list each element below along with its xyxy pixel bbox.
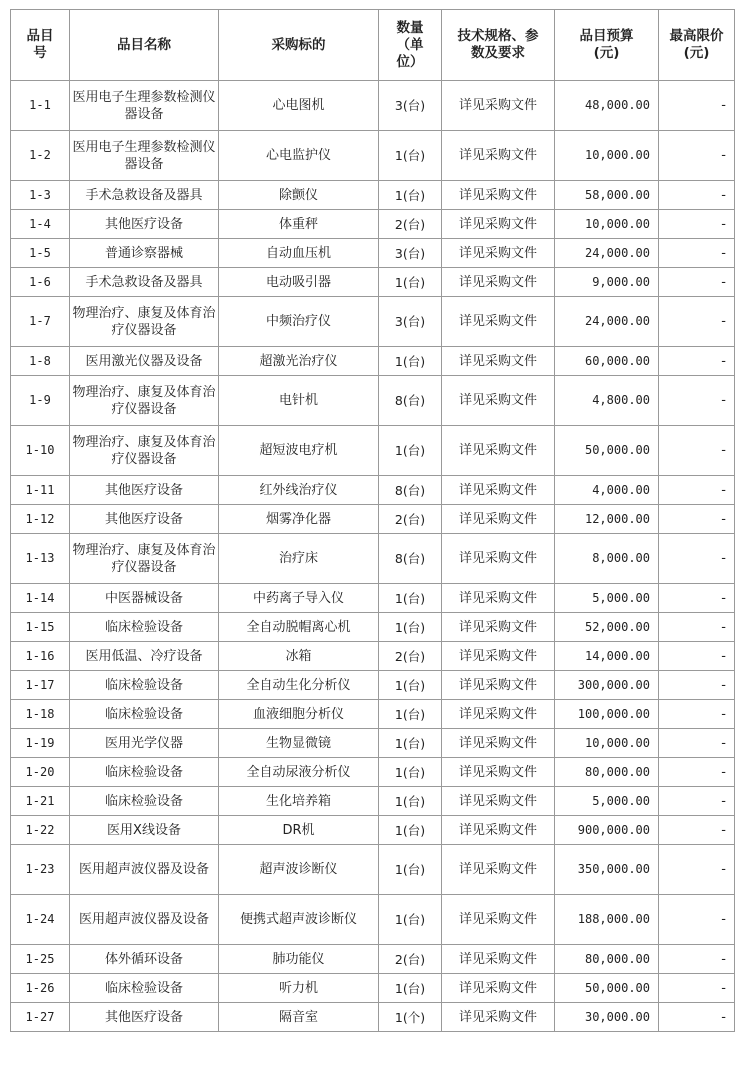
price-limit-cell: -	[659, 81, 735, 131]
item-name-cell: 治疗床	[219, 534, 379, 584]
item-id-cell: 1-11	[11, 476, 70, 505]
table-row	[11, 210, 735, 239]
header-limit: 最高限价(元)	[659, 10, 735, 81]
item-id-cell: 1-21	[11, 787, 70, 816]
budget-cell: 14,000.00	[555, 642, 659, 671]
item-name-cell: 听力机	[219, 974, 379, 1003]
spec-cell: 详见采购文件	[442, 476, 555, 505]
budget-cell: 52,000.00	[555, 613, 659, 642]
table-row	[11, 131, 735, 181]
budget-cell: 48,000.00	[555, 81, 659, 131]
item-name-cell: 超声波诊断仪	[219, 845, 379, 895]
category-cell: 医用超声波仪器及设备	[70, 845, 219, 895]
spec-cell: 详见采购文件	[442, 729, 555, 758]
table-row	[11, 239, 735, 268]
price-limit-cell: -	[659, 729, 735, 758]
price-limit-cell: -	[659, 642, 735, 671]
budget-cell: 30,000.00	[555, 1003, 659, 1032]
table-row	[11, 584, 735, 613]
category-cell: 普通诊察器械	[70, 239, 219, 268]
item-id-cell: 1-16	[11, 642, 70, 671]
quantity-cell: 1(台)	[379, 700, 442, 729]
budget-cell: 5,000.00	[555, 787, 659, 816]
header-spec: 技术规格、参数及要求	[442, 10, 555, 81]
spec-cell: 详见采购文件	[442, 210, 555, 239]
header-budget: 品目预算(元)	[555, 10, 659, 81]
budget-cell: 8,000.00	[555, 534, 659, 584]
item-name-cell: 超激光治疗仪	[219, 347, 379, 376]
spec-cell: 详见采购文件	[442, 376, 555, 426]
price-limit-cell: -	[659, 816, 735, 845]
category-cell: 其他医疗设备	[70, 210, 219, 239]
quantity-cell: 3(台)	[379, 239, 442, 268]
table-row	[11, 974, 735, 1003]
item-id-cell: 1-7	[11, 297, 70, 347]
item-id-cell: 1-10	[11, 426, 70, 476]
item-name-cell: 肺功能仪	[219, 945, 379, 974]
item-name-cell: 便携式超声波诊断仪	[219, 895, 379, 945]
spec-cell: 详见采购文件	[442, 758, 555, 787]
item-name-cell: 中药离子导入仪	[219, 584, 379, 613]
spec-cell: 详见采购文件	[442, 816, 555, 845]
price-limit-cell: -	[659, 347, 735, 376]
table-row	[11, 816, 735, 845]
budget-cell: 50,000.00	[555, 426, 659, 476]
quantity-cell: 1(台)	[379, 845, 442, 895]
category-cell: 临床检验设备	[70, 787, 219, 816]
price-limit-cell: -	[659, 426, 735, 476]
table-row	[11, 81, 735, 131]
table-row	[11, 534, 735, 584]
spec-cell: 详见采购文件	[442, 81, 555, 131]
quantity-cell: 1(台)	[379, 131, 442, 181]
quantity-cell: 1(台)	[379, 895, 442, 945]
price-limit-cell: -	[659, 1003, 735, 1032]
table-row	[11, 700, 735, 729]
header-id: 品目号	[11, 10, 70, 81]
price-limit-cell: -	[659, 945, 735, 974]
table-row	[11, 376, 735, 426]
quantity-cell: 8(台)	[379, 376, 442, 426]
price-limit-cell: -	[659, 239, 735, 268]
item-id-cell: 1-27	[11, 1003, 70, 1032]
category-cell: 其他医疗设备	[70, 476, 219, 505]
category-cell: 体外循环设备	[70, 945, 219, 974]
table-row	[11, 729, 735, 758]
spec-cell: 详见采购文件	[442, 787, 555, 816]
quantity-cell: 1(台)	[379, 671, 442, 700]
table-row	[11, 181, 735, 210]
item-id-cell: 1-18	[11, 700, 70, 729]
budget-cell: 100,000.00	[555, 700, 659, 729]
budget-cell: 24,000.00	[555, 297, 659, 347]
spec-cell: 详见采购文件	[442, 534, 555, 584]
category-cell: 医用低温、冷疗设备	[70, 642, 219, 671]
quantity-cell: 1(台)	[379, 181, 442, 210]
price-limit-cell: -	[659, 476, 735, 505]
spec-cell: 详见采购文件	[442, 845, 555, 895]
price-limit-cell: -	[659, 758, 735, 787]
item-id-cell: 1-25	[11, 945, 70, 974]
header-category: 品目名称	[70, 10, 219, 81]
category-cell: 临床检验设备	[70, 613, 219, 642]
item-id-cell: 1-2	[11, 131, 70, 181]
quantity-cell: 1(台)	[379, 758, 442, 787]
quantity-cell: 1(台)	[379, 613, 442, 642]
price-limit-cell: -	[659, 974, 735, 1003]
table-row	[11, 347, 735, 376]
table-row	[11, 1003, 735, 1032]
table-row	[11, 426, 735, 476]
quantity-cell: 8(台)	[379, 534, 442, 584]
price-limit-cell: -	[659, 671, 735, 700]
price-limit-cell: -	[659, 131, 735, 181]
price-limit-cell: -	[659, 787, 735, 816]
item-id-cell: 1-1	[11, 81, 70, 131]
category-cell: 医用激光仪器及设备	[70, 347, 219, 376]
table-row	[11, 476, 735, 505]
table-row	[11, 268, 735, 297]
category-cell: 中医器械设备	[70, 584, 219, 613]
table-row	[11, 845, 735, 895]
table-row	[11, 758, 735, 787]
quantity-cell: 8(台)	[379, 476, 442, 505]
category-cell: 医用超声波仪器及设备	[70, 895, 219, 945]
item-id-cell: 1-8	[11, 347, 70, 376]
item-id-cell: 1-24	[11, 895, 70, 945]
budget-cell: 5,000.00	[555, 584, 659, 613]
budget-cell: 12,000.00	[555, 505, 659, 534]
price-limit-cell: -	[659, 613, 735, 642]
price-limit-cell: -	[659, 210, 735, 239]
procurement-table	[10, 9, 735, 1032]
category-cell: 医用X线设备	[70, 816, 219, 845]
table-row	[11, 945, 735, 974]
category-cell: 医用电子生理参数检测仪器设备	[70, 131, 219, 181]
spec-cell: 详见采购文件	[442, 700, 555, 729]
quantity-cell: 1(台)	[379, 347, 442, 376]
budget-cell: 80,000.00	[555, 758, 659, 787]
category-cell: 物理治疗、康复及体育治疗仪器设备	[70, 534, 219, 584]
item-id-cell: 1-3	[11, 181, 70, 210]
item-name-cell: 全自动生化分析仪	[219, 671, 379, 700]
table-row	[11, 613, 735, 642]
item-name-cell: 冰箱	[219, 642, 379, 671]
category-cell: 物理治疗、康复及体育治疗仪器设备	[70, 426, 219, 476]
table-body	[11, 81, 735, 1032]
price-limit-cell: -	[659, 268, 735, 297]
spec-cell: 详见采购文件	[442, 945, 555, 974]
item-id-cell: 1-17	[11, 671, 70, 700]
quantity-cell: 1(台)	[379, 787, 442, 816]
table-row	[11, 895, 735, 945]
price-limit-cell: -	[659, 505, 735, 534]
quantity-cell: 1(台)	[379, 729, 442, 758]
item-name-cell: 除颤仪	[219, 181, 379, 210]
item-name-cell: 红外线治疗仪	[219, 476, 379, 505]
budget-cell: 300,000.00	[555, 671, 659, 700]
item-name-cell: 隔音室	[219, 1003, 379, 1032]
price-limit-cell: -	[659, 845, 735, 895]
spec-cell: 详见采购文件	[442, 426, 555, 476]
budget-cell: 58,000.00	[555, 181, 659, 210]
category-cell: 手术急救设备及器具	[70, 181, 219, 210]
category-cell: 医用光学仪器	[70, 729, 219, 758]
item-id-cell: 1-6	[11, 268, 70, 297]
budget-cell: 10,000.00	[555, 210, 659, 239]
spec-cell: 详见采购文件	[442, 297, 555, 347]
spec-cell: 详见采购文件	[442, 239, 555, 268]
price-limit-cell: -	[659, 700, 735, 729]
price-limit-cell: -	[659, 297, 735, 347]
item-name-cell: 心电监护仪	[219, 131, 379, 181]
item-id-cell: 1-23	[11, 845, 70, 895]
budget-cell: 10,000.00	[555, 131, 659, 181]
quantity-cell: 2(台)	[379, 210, 442, 239]
category-cell: 医用电子生理参数检测仪器设备	[70, 81, 219, 131]
budget-cell: 60,000.00	[555, 347, 659, 376]
quantity-cell: 3(台)	[379, 81, 442, 131]
item-id-cell: 1-19	[11, 729, 70, 758]
quantity-cell: 1(个)	[379, 1003, 442, 1032]
spec-cell: 详见采购文件	[442, 584, 555, 613]
header-item: 采购标的	[219, 10, 379, 81]
table-row	[11, 642, 735, 671]
item-name-cell: 电针机	[219, 376, 379, 426]
item-name-cell: 烟雾净化器	[219, 505, 379, 534]
price-limit-cell: -	[659, 895, 735, 945]
item-name-cell: 自动血压机	[219, 239, 379, 268]
item-id-cell: 1-4	[11, 210, 70, 239]
spec-cell: 详见采购文件	[442, 613, 555, 642]
item-name-cell: 超短波电疗机	[219, 426, 379, 476]
budget-cell: 80,000.00	[555, 945, 659, 974]
item-name-cell: 心电图机	[219, 81, 379, 131]
price-limit-cell: -	[659, 181, 735, 210]
header-qty: 数量（单位）	[379, 10, 442, 81]
item-name-cell: 电动吸引器	[219, 268, 379, 297]
budget-cell: 4,800.00	[555, 376, 659, 426]
spec-cell: 详见采购文件	[442, 181, 555, 210]
table-row	[11, 505, 735, 534]
quantity-cell: 1(台)	[379, 816, 442, 845]
quantity-cell: 1(台)	[379, 584, 442, 613]
item-name-cell: 中频治疗仪	[219, 297, 379, 347]
spec-cell: 详见采购文件	[442, 347, 555, 376]
item-name-cell: DR机	[219, 816, 379, 845]
spec-cell: 详见采购文件	[442, 1003, 555, 1032]
price-limit-cell: -	[659, 376, 735, 426]
price-limit-cell: -	[659, 584, 735, 613]
budget-cell: 9,000.00	[555, 268, 659, 297]
category-cell: 其他医疗设备	[70, 1003, 219, 1032]
budget-cell: 10,000.00	[555, 729, 659, 758]
category-cell: 临床检验设备	[70, 671, 219, 700]
quantity-cell: 2(台)	[379, 642, 442, 671]
item-name-cell: 生化培养箱	[219, 787, 379, 816]
table-row	[11, 671, 735, 700]
spec-cell: 详见采购文件	[442, 268, 555, 297]
quantity-cell: 3(台)	[379, 297, 442, 347]
item-name-cell: 血液细胞分析仪	[219, 700, 379, 729]
spec-cell: 详见采购文件	[442, 505, 555, 534]
item-id-cell: 1-14	[11, 584, 70, 613]
quantity-cell: 2(台)	[379, 945, 442, 974]
budget-cell: 24,000.00	[555, 239, 659, 268]
budget-cell: 900,000.00	[555, 816, 659, 845]
quantity-cell: 1(台)	[379, 974, 442, 1003]
item-id-cell: 1-5	[11, 239, 70, 268]
spec-cell: 详见采购文件	[442, 895, 555, 945]
category-cell: 物理治疗、康复及体育治疗仪器设备	[70, 297, 219, 347]
category-cell: 物理治疗、康复及体育治疗仪器设备	[70, 376, 219, 426]
item-id-cell: 1-12	[11, 505, 70, 534]
budget-cell: 350,000.00	[555, 845, 659, 895]
budget-cell: 4,000.00	[555, 476, 659, 505]
category-cell: 临床检验设备	[70, 758, 219, 787]
price-limit-cell: -	[659, 534, 735, 584]
table-row	[11, 787, 735, 816]
category-cell: 临床检验设备	[70, 974, 219, 1003]
spec-cell: 详见采购文件	[442, 974, 555, 1003]
item-id-cell: 1-9	[11, 376, 70, 426]
item-name-cell: 生物显微镜	[219, 729, 379, 758]
item-id-cell: 1-20	[11, 758, 70, 787]
quantity-cell: 2(台)	[379, 505, 442, 534]
item-name-cell: 全自动尿液分析仪	[219, 758, 379, 787]
spec-cell: 详见采购文件	[442, 131, 555, 181]
item-name-cell: 体重秤	[219, 210, 379, 239]
category-cell: 其他医疗设备	[70, 505, 219, 534]
category-cell: 手术急救设备及器具	[70, 268, 219, 297]
category-cell: 临床检验设备	[70, 700, 219, 729]
item-id-cell: 1-13	[11, 534, 70, 584]
item-id-cell: 1-22	[11, 816, 70, 845]
item-id-cell: 1-15	[11, 613, 70, 642]
header-row	[11, 10, 735, 81]
spec-cell: 详见采购文件	[442, 671, 555, 700]
item-name-cell: 全自动脱帽离心机	[219, 613, 379, 642]
table-row	[11, 297, 735, 347]
item-id-cell: 1-26	[11, 974, 70, 1003]
quantity-cell: 1(台)	[379, 426, 442, 476]
spec-cell: 详见采购文件	[442, 642, 555, 671]
budget-cell: 50,000.00	[555, 974, 659, 1003]
quantity-cell: 1(台)	[379, 268, 442, 297]
budget-cell: 188,000.00	[555, 895, 659, 945]
